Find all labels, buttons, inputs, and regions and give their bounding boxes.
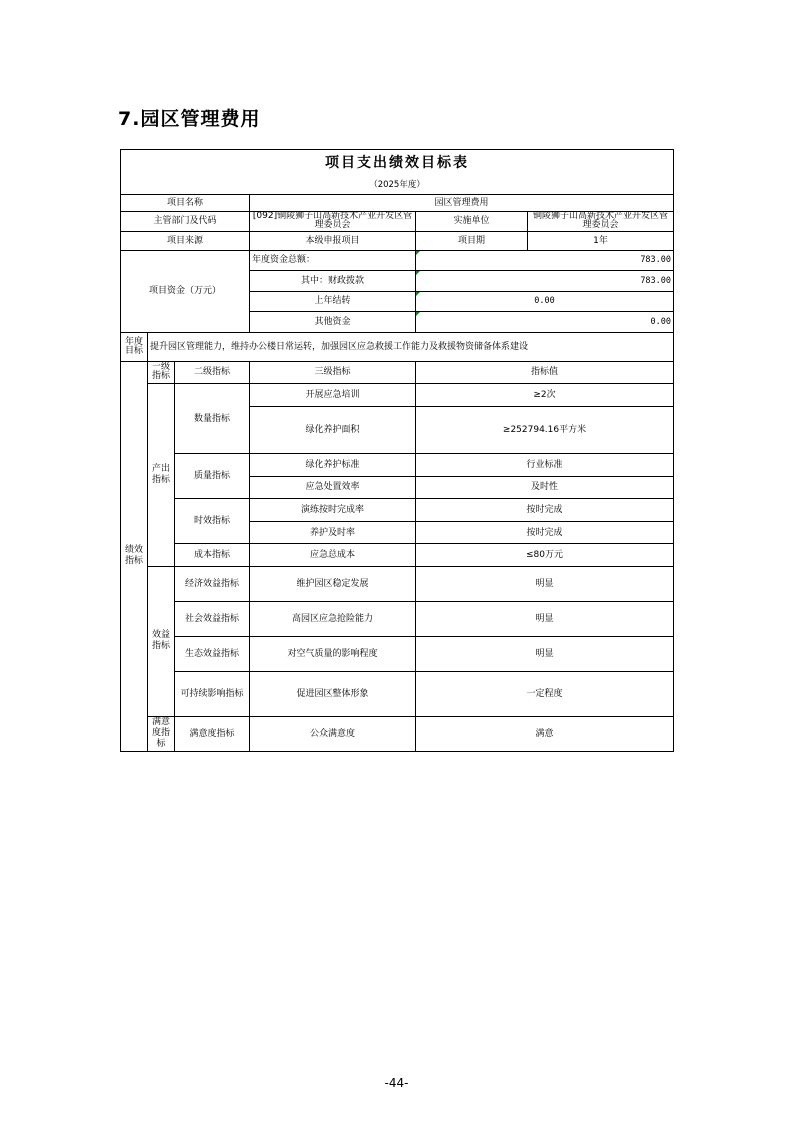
source-label: 项目来源 <box>121 232 250 250</box>
annual-goal-label: 年度目标 <box>121 332 148 361</box>
table-row-value: 按时完成 <box>416 499 674 522</box>
table-year: （2025年度） <box>121 176 674 194</box>
funds-label: 项目资金（万元） <box>121 250 250 332</box>
table-row-value: 按时完成 <box>416 521 674 544</box>
table-row-level3: 养护及时率 <box>250 521 416 544</box>
source-value: 本级申报项目 <box>250 232 416 250</box>
funds-other-value: 0.00 <box>416 312 674 333</box>
table-row-level3: 开展应急培训 <box>250 384 416 407</box>
table-row-value: 及时性 <box>416 476 674 499</box>
table-row-value: ≥252794.16平方米 <box>416 406 674 453</box>
project-name-label: 项目名称 <box>121 195 250 211</box>
table-row-level3: 公众满意度 <box>250 716 416 751</box>
funds-carryover-label: 上年结转 <box>250 291 416 312</box>
table-row-value: 明显 <box>416 601 674 636</box>
table-row-value: 满意 <box>416 716 674 751</box>
table-row-value: 明显 <box>416 566 674 601</box>
level2-ecological: 生态效益指标 <box>175 636 250 671</box>
table-row-level3: 对空气质量的影响程度 <box>250 636 416 671</box>
section-heading: 7.园区管理费用 <box>118 108 261 130</box>
level2-economic: 经济效益指标 <box>175 566 250 601</box>
table-row-level3: 演练按时完成率 <box>250 499 416 522</box>
level2-quality: 质量指标 <box>175 453 250 498</box>
level2-timeliness: 时效指标 <box>175 499 250 544</box>
table-title: 项目支出绩效目标表 <box>121 150 674 177</box>
level2-cost: 成本指标 <box>175 544 250 567</box>
page-number: -44- <box>384 1076 409 1090</box>
table-row-level3: 高园区应急抢险能力 <box>250 601 416 636</box>
header-level1: 一级指标 <box>148 361 175 384</box>
funds-total-value: 783.00 <box>416 250 674 271</box>
group-output: 产出指标 <box>148 384 175 567</box>
table-row-level3: 应急总成本 <box>250 544 416 567</box>
table-row-value: ≤80万元 <box>416 544 674 567</box>
header-value: 指标值 <box>416 361 674 384</box>
impl-unit-label: 实施单位 <box>416 211 528 232</box>
table-row-value: 明显 <box>416 636 674 671</box>
table-row-value: ≥2次 <box>416 384 674 407</box>
table-row-level3: 绿化养护标准 <box>250 453 416 476</box>
table-row-level3: 促进园区整体形象 <box>250 671 416 716</box>
group-benefit: 效益指标 <box>148 566 175 716</box>
perf-indicators-label: 绩效指标 <box>121 361 148 752</box>
level2-satisfaction: 满意度指标 <box>175 716 250 751</box>
performance-target-table <box>120 149 673 752</box>
period-value: 1年 <box>528 232 674 250</box>
funds-carryover-value: 0.00 <box>416 291 674 312</box>
level2-quantity: 数量指标 <box>175 384 250 454</box>
project-name-value: 园区管理费用 <box>250 195 674 211</box>
group-satisfaction: 满意度指标 <box>148 716 175 751</box>
table-row-level3: 维护园区稳定发展 <box>250 566 416 601</box>
funds-other-label: 其他资金 <box>250 312 416 333</box>
dept-value: [092]铜陵狮子山高新技术产业开发区管理委员会 <box>250 211 416 232</box>
dept-label: 主管部门及代码 <box>121 211 250 232</box>
period-label: 项目期 <box>416 232 528 250</box>
table-row-level3: 应急处置效率 <box>250 476 416 499</box>
funds-fiscal-label: 其中：财政拨款 <box>250 271 416 292</box>
annual-goal-value: 提升园区管理能力，维持办公楼日常运转，加强园区应急救援工作能力及救援物资储备体系建设 <box>148 332 674 361</box>
level2-sustainable: 可持续影响指标 <box>175 671 250 716</box>
funds-fiscal-value: 783.00 <box>416 271 674 292</box>
header-level2: 二级指标 <box>175 361 250 384</box>
table-row-value: 行业标准 <box>416 453 674 476</box>
table-row-value: 一定程度 <box>416 671 674 716</box>
header-level3: 三级指标 <box>250 361 416 384</box>
funds-total-label: 年度资金总额： <box>250 250 416 271</box>
level2-social: 社会效益指标 <box>175 601 250 636</box>
table-row-level3: 绿化养护面积 <box>250 406 416 453</box>
impl-unit-value: 铜陵狮子山高新技术产业开发区管理委员会 <box>528 211 674 232</box>
